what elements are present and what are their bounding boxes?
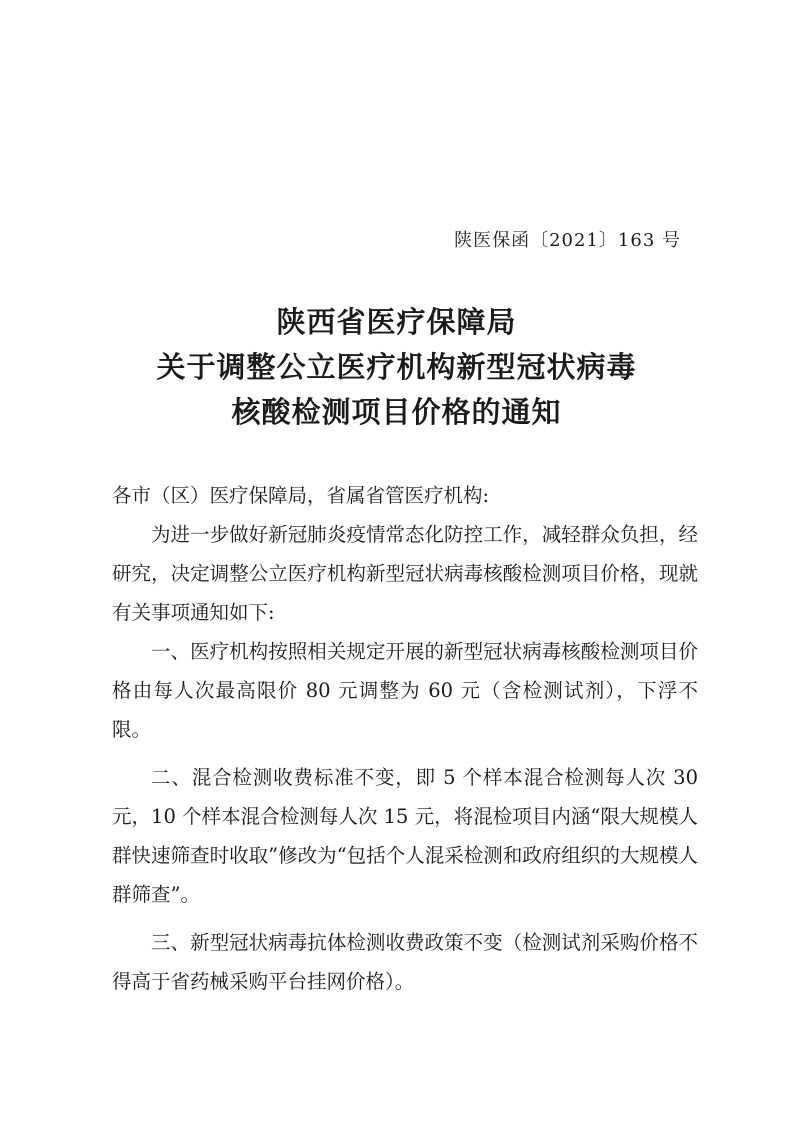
title-line: 陕西省医疗保障局 bbox=[276, 305, 517, 339]
title-line: 关于调整公立医疗机构新型冠状病毒 bbox=[156, 350, 637, 384]
salutation: 各市（区）医疗保障局，省属省管医疗机构: bbox=[112, 484, 490, 507]
paragraph-intro: 为进一步做好新冠肺炎疫情常态化防控工作，减轻群众负担，经研究，决定调整公立医疗机构新型冠状病毒核酸检测项目价格，现就有关事项通知如下: bbox=[112, 523, 698, 624]
paragraph-item-1: 一、医疗机构按照相关规定开展的新型冠状病毒核酸检测项目价格由每人次最高限价 80 元调整为 60 元（含检测试剂），下浮不限。 bbox=[112, 640, 698, 741]
paragraph-item-3: 三、新型冠状病毒抗体检测收费政策不变（检测试剂采购价格不得高于省药械采购平台挂网价格）。 bbox=[112, 931, 698, 993]
title-line: 核酸检测项目价格的通知 bbox=[231, 395, 562, 429]
document-title bbox=[0, 300, 793, 435]
document-body bbox=[112, 476, 698, 1001]
document-number: 陕医保函〔2021〕163 号 bbox=[454, 230, 681, 251]
paragraph-item-2: 二、混合检测收费标准不变，即 5 个样本混合检测每人次 30 元，10 个样本混合检测每人次 15 元，将混检项目内涵“限大规模人群快速筛查时收取”修改为“包括个人混采检测和政府组织的大规模人群筛查”。 bbox=[112, 766, 698, 906]
